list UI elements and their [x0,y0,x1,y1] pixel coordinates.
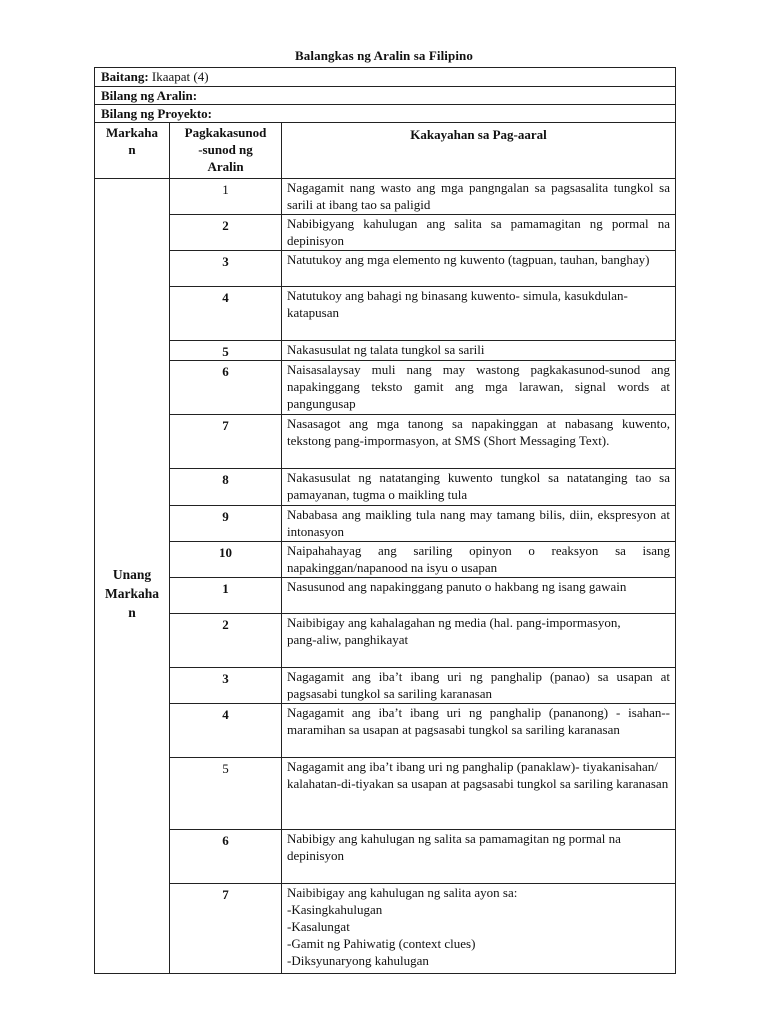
lesson-number: 3 [170,251,282,287]
lesson-number: 1 [170,578,282,614]
competency-text: Nasusunod ang napakinggang panuto o hakbang ng isang gawain [282,578,676,614]
competency-text: Nabibigy ang kahulugan ng salita sa pamamagitan ng pormal na depinisyon [282,830,676,884]
competency-text: Nagagamit ang iba’t ibang uri ng panghalip (panao) sa usapan at pagsasabi tungkol sa sariling karanasan [282,668,676,704]
table-row [95,361,676,415]
lesson-number: 8 [170,469,282,506]
table-row [95,542,676,578]
table-row [95,287,676,341]
competency-text: Nagagamit ang iba’t ibang uri ng panghalip (panaklaw)- tiyakanisahan/ kalahatan-di-tiyakan sa usapan at pagsasabi tungkol sa sariling karanasan [282,758,676,830]
lesson-number: 2 [170,614,282,668]
competency-text: Naipahahayag ang sariling opinyon o reaksyon sa isang napakinggan/napanood na isyu o usapan [282,542,676,578]
table-row [95,758,676,830]
competency-text: Nababasa ang maikling tula nang may tamang bilis, diin, ekspresyon at intonasyon [282,506,676,542]
competency-text: Naibibigay ang kahulugan ng salita ayon sa: -Kasingkahulugan -Kasalungat -Gamit ng Pahiwatig (context clues) -Diksyunaryong kahulugan [282,884,676,974]
competency-text: Nabibigyang kahulugan ang salita sa pamamagitan ng pormal na depinisyon [282,215,676,251]
competency-text: Nakasusulat ng natatanging kuwento tungkol sa natatanging tao sa pamayanan, tugma o maikling tula [282,469,676,506]
competency-text: Nagagamit ang iba’t ibang uri ng panghalip (pananong) - isahan-- maramihan sa usapan at pagsasabi tungkol sa sariling karanasan [282,704,676,758]
table-row [95,469,676,506]
lesson-number: 4 [170,287,282,341]
table-row [95,415,676,469]
table-row [95,179,676,215]
table-row [95,614,676,668]
lesson-number: 3 [170,668,282,704]
table-row [95,215,676,251]
quarter-label: Unang Markaha n [95,179,170,974]
lesson-number: 5 [170,758,282,830]
competency-text: Nagagamit nang wasto ang mga pangngalan sa pagsasalita tungkol sa sarili at ibang tao sa paligid [282,179,676,215]
competency-text: Natutukoy ang mga elemento ng kuwento (tagpuan, tauhan, banghay) [282,251,676,287]
table-row [95,884,676,974]
table-row [95,704,676,758]
table-row [95,506,676,542]
header-row [95,123,676,179]
lesson-outline-table [94,67,676,974]
lesson-number: 7 [170,415,282,469]
baitang-value: Ikaapat (4) [151,69,209,84]
competency-text: Naisasalaysay muli nang may wastong pagkakasunod-sunod ang napakinggang teksto gamit ang mga larawan, signal words at pangungusap [282,361,676,415]
competency-text: Naibibigay ang kahalagahan ng media (hal. pang-impormasyon, pang-aliw, panghikayat [282,614,676,668]
baitang-row [95,68,676,87]
competency-text: Natutukoy ang bahagi ng binasang kuwento- simula, kasukdulan- katapusan [282,287,676,341]
lesson-number: 2 [170,215,282,251]
bilang-proyekto-label: Bilang ng Proyekto: [95,105,676,123]
competency-text: Nakasusulat ng talata tungkol sa sarili [282,341,676,361]
header-pagkakasunod: Pagkakasunod -sunod ng Aralin [170,123,282,179]
table-row [95,251,676,287]
bilang-proyekto-row [95,105,676,123]
document-title: Balangkas ng Aralin sa Filipino [295,48,473,63]
lesson-number: 9 [170,506,282,542]
table-row [95,578,676,614]
table-row [95,668,676,704]
bilang-aralin-label: Bilang ng Aralin: [95,87,676,105]
lesson-number: 7 [170,884,282,974]
bilang-aralin-row [95,87,676,105]
lesson-number: 6 [170,830,282,884]
lesson-number: 4 [170,704,282,758]
lesson-number: 6 [170,361,282,415]
table-row [95,830,676,884]
header-markahan: Markaha n [95,123,170,179]
table-row [95,341,676,361]
lesson-number: 1 [170,179,282,215]
competency-text: Nasasagot ang mga tanong sa napakinggan at nabasang kuwento, tekstong pang-impormasyon, at SMS (Short Messaging Text). [282,415,676,469]
baitang-label: Baitang: [101,69,149,84]
header-kakayahan: Kakayahan sa Pag-aaral [282,123,676,179]
lesson-number: 10 [170,542,282,578]
lesson-number: 5 [170,341,282,361]
